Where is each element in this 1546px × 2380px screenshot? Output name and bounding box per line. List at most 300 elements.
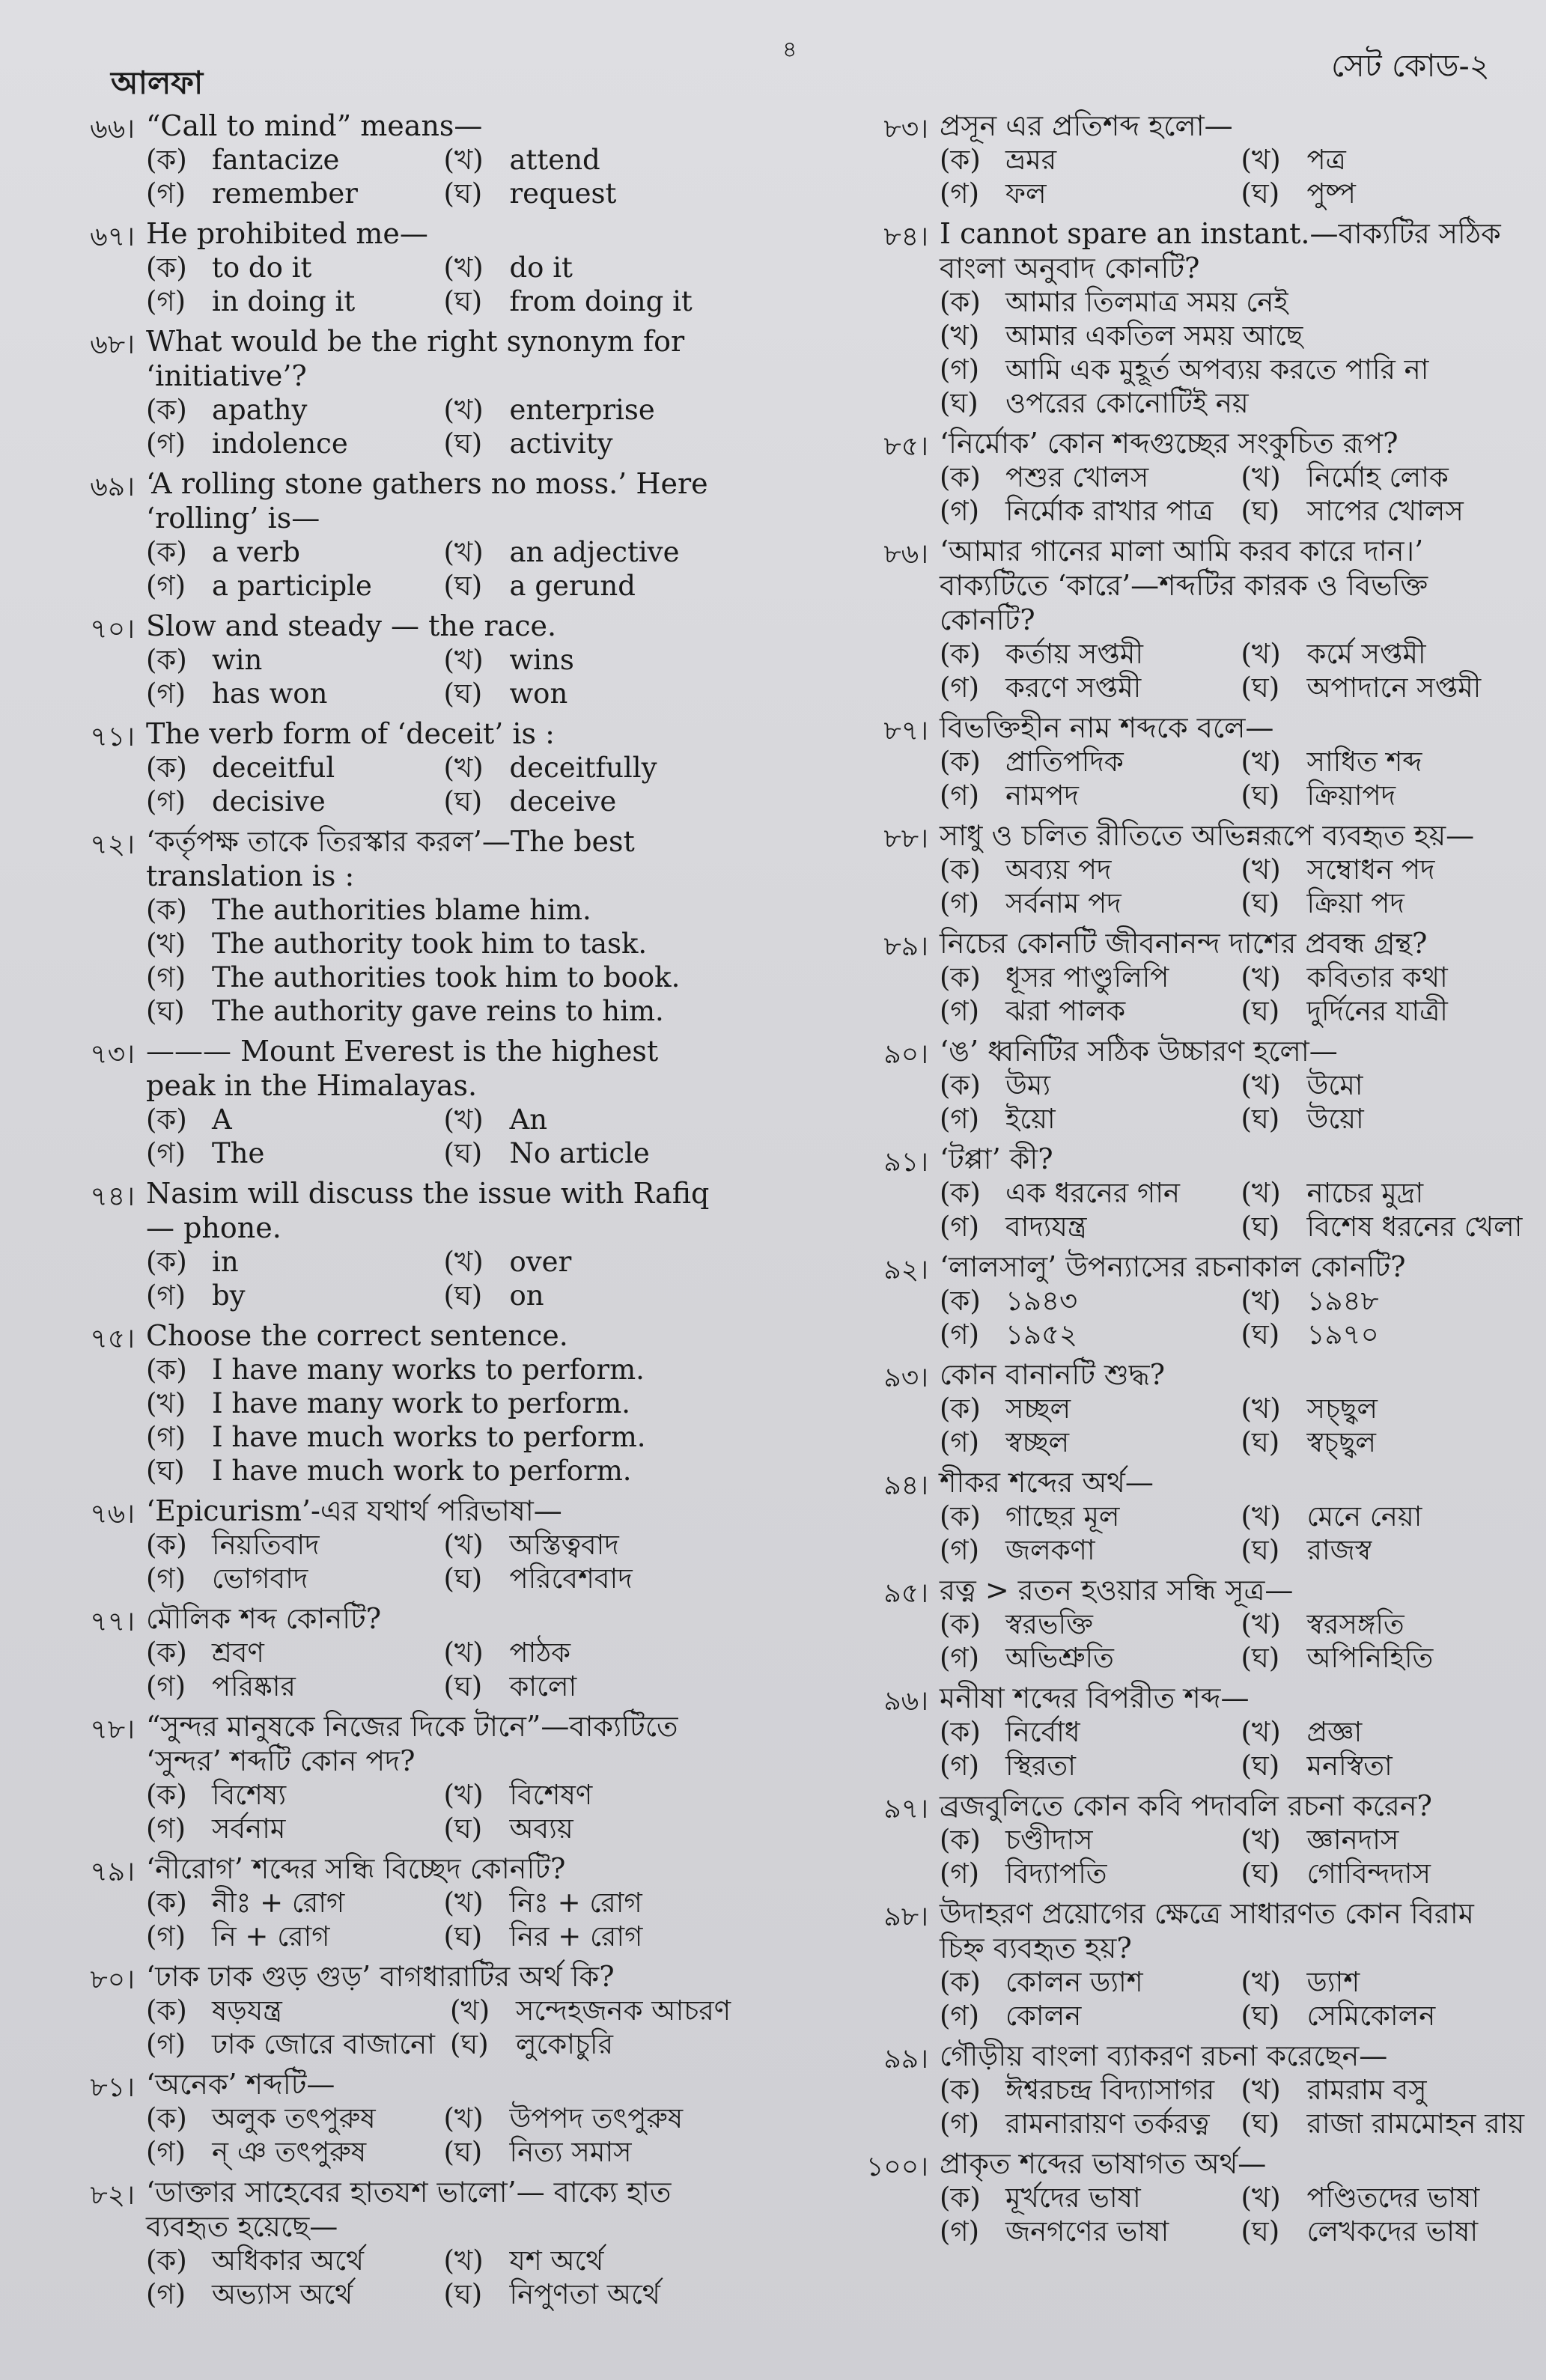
option-marker: (ঘ) [1241,672,1280,704]
question-item [816,818,1527,920]
options-list [940,1392,1527,1459]
option-marker: (গ) [940,1103,980,1135]
option-text: The authority gave reins to him. [212,995,664,1027]
options-list [940,961,1527,1028]
question-item [22,1709,726,1845]
option-marker: (ঘ) [449,2028,489,2060]
option-text: করণে সপ্তমী [1005,672,1142,704]
answer-option [146,177,429,210]
option-marker: (খ) [1241,1500,1281,1533]
answer-option [940,1392,1226,1425]
answer-option [940,779,1226,812]
option-marker: (ঘ) [146,1455,185,1487]
option-text: request [509,177,617,210]
option-marker: (গ) [940,1211,980,1243]
answer-option [146,393,429,427]
option-marker: (ক) [940,961,981,993]
question-number: ৮০। [90,1964,135,1995]
answer-option [1241,177,1528,210]
option-marker: (খ) [1241,1285,1281,1317]
option-marker: (ক) [146,536,187,568]
option-marker: (গ) [940,1318,980,1351]
question-item [816,2146,1527,2248]
question-item [816,426,1527,528]
option-text: The [212,1137,265,1169]
question-number: ৭৫। [90,1324,135,1354]
answer-option [1241,1533,1528,1567]
options-list [940,1965,1527,2033]
answer-option [146,1136,429,1170]
question-text: শীকর শব্দের অর্থ— [940,1466,1154,1499]
answer-option [444,251,727,284]
answer-option [1241,745,1528,779]
option-marker: (খ) [443,644,484,676]
question-item [816,1465,1527,1567]
option-marker: (ঘ) [1241,1103,1280,1135]
question-text: ‘কর্তৃপক্ষ তাকে তিরস্কার করল’—The best translation is : [146,825,635,892]
answer-option [146,1812,429,1845]
answer-option [450,1994,731,2027]
option-text: কোলন ড্যাশ [1005,1966,1143,1998]
option-marker: (ক) [940,1608,981,1640]
question-number: ৮১। [90,2072,135,2103]
option-text: জলকণা [1005,1534,1095,1566]
option-marker: (ক) [146,894,187,926]
question-number: ৭৭। [90,1607,135,1637]
question-text: The verb form of ‘deceit’ is : [146,717,555,750]
options-list [940,637,1527,704]
option-text: ১৯৪৮ [1306,1285,1379,1317]
answer-option [940,1284,1226,1318]
option-text: নিঃ + রোগ [509,1887,642,1919]
option-text: decisive [212,785,326,818]
option-text: আমার একতিল সময় আছে [1005,320,1303,352]
question-text: ——— Mount Everest is the highest peak in the Himalayas. [146,1035,659,1102]
option-text: পরিষ্কার [212,1670,296,1702]
option-text: সচ্ছ্বল [1306,1393,1378,1425]
question-text: He prohibited me— [146,217,428,250]
option-text: আমার তিলমাত্র সময় নেই [1005,286,1288,318]
question-text: প্রসূন এর প্রতিশব্দ হলো— [940,109,1233,142]
answer-option [940,1068,1226,1102]
answer-option [1241,1318,1528,1351]
question-text: সাধু ও চলিত রীতিতে অভিন্নরূপে ব্যবহৃত হয়— [940,819,1475,852]
option-marker: (গ) [146,1421,186,1453]
option-text: ক্রিয়াপদ [1306,779,1396,812]
options-list [146,1636,726,1703]
question-number: ৮২। [90,2180,135,2211]
option-marker: (খ) [443,1104,484,1136]
option-marker: (ক) [940,853,981,886]
options-list [940,1284,1527,1351]
option-marker: (ক) [146,752,187,784]
option-text: enterprise [509,394,655,426]
option-text: চণ্ডীদাস [1005,1824,1093,1856]
option-text: The authorities took him to book. [212,961,681,993]
answer-option [1241,1641,1528,1675]
option-marker: (ঘ) [443,1920,483,1953]
answer-option [146,1279,429,1312]
option-text: নির্মোহ লোক [1306,461,1449,493]
answer-option [444,751,727,785]
options-list [146,1994,731,2061]
question-number: ৯৪। [883,1470,928,1501]
option-text: কালো [509,1670,577,1702]
answer-option [146,1353,726,1387]
question-number: ৭০। [90,614,135,645]
option-text: ঢাক জোরে বাজানো [212,2028,435,2060]
option-marker: (গ) [146,1137,186,1169]
options-list [146,1103,726,1170]
option-text: in [212,1246,239,1278]
option-text: সর্বনাম [212,1813,286,1845]
option-marker: (খ) [1241,1608,1281,1640]
answer-option [146,1528,429,1562]
answer-option [450,2027,731,2061]
option-text: কর্তায় সপ্তমী [1005,638,1143,670]
option-marker: (খ) [940,320,980,352]
option-marker: (খ) [443,1779,484,1811]
option-text: উম্য [1005,1069,1051,1101]
answer-option [940,2107,1226,2140]
option-marker: (ক) [146,394,187,426]
option-text: সম্বোধন পদ [1306,853,1435,886]
option-text: নিত্য সমাস [509,2136,632,2168]
option-marker: (গ) [940,2215,980,2247]
option-marker: (খ) [443,2244,484,2277]
question-number: ৭১। [90,722,135,752]
option-marker: (গ) [146,177,186,210]
option-text: স্বরভক্তি [1005,1608,1093,1640]
options-list [940,1823,1527,1890]
answer-option [940,143,1226,177]
answer-option [1241,671,1528,704]
option-marker: (ক) [940,2182,981,2214]
question-text: ‘নির্মোক’ কোন শব্দগুচ্ছের সংকুচিত রূপ? [940,427,1399,460]
option-text: ষড়যন্ত্র [212,1994,282,2027]
option-text: গাছের মূল [1005,1500,1120,1533]
answer-option [146,2244,429,2277]
option-marker: (খ) [1241,1824,1281,1856]
option-text: উপপদ তৎপুরুষ [509,2102,684,2134]
question-item [816,109,1527,210]
answer-option [1241,2181,1528,2215]
question-text: কোন বানানটি শুদ্ধ? [940,1358,1165,1391]
option-marker: (গ) [146,2278,186,2310]
options-list [146,1245,726,1312]
answer-option [146,2101,429,2135]
question-number: ৬৭। [90,222,135,252]
answer-option [1241,1102,1528,1136]
answer-option [146,1387,726,1420]
question-text: ‘Epicurism’-এর যথার্থ পরিভাষা— [146,1494,562,1527]
option-text: উমো [1306,1069,1363,1101]
answer-option [444,1528,727,1562]
option-marker: (খ) [146,928,186,960]
option-text: পরিবেশবাদ [509,1562,633,1595]
answer-option [146,427,429,460]
answer-option [146,1920,429,1953]
option-marker: (ক) [146,1104,187,1136]
option-text: মূর্খদের ভাষা [1005,2182,1141,2214]
question-number: ৯৫। [883,1578,928,1609]
answer-option [940,2181,1226,2215]
option-marker: (খ) [1241,1069,1281,1101]
question-item [22,2175,726,2311]
option-marker: (ঘ) [1241,1750,1280,1782]
option-marker: (গ) [146,678,186,710]
options-list [146,643,726,710]
options-list [940,1500,1527,1567]
answer-option [146,927,726,961]
question-item [22,716,726,818]
option-text: নির + রোগ [509,1920,643,1953]
answer-option [146,2277,429,2311]
question-number: ৮৪। [883,222,928,252]
question-text: “সুন্দর মানুষকে নিজের দিকে টানে”—বাক্যটিতে ‘সুন্দর’ শব্দটি কোন পদ? [146,1710,678,1777]
option-marker: (ঘ) [940,387,979,419]
options-list [940,143,1527,210]
brand-label: আলফা [111,64,204,101]
option-marker: (খ) [443,1637,484,1669]
options-list [940,1176,1527,1244]
option-text: indolence [212,427,348,460]
option-marker: (খ) [1241,746,1281,778]
question-text: Choose the correct sentence. [146,1319,568,1352]
answer-option [1241,1715,1528,1749]
options-list [940,285,1527,420]
option-marker: (ক) [940,1824,981,1856]
question-number: ৯২। [883,1255,928,1285]
option-marker: (ঘ) [443,1279,483,1312]
option-text: পণ্ডিতদের ভাষা [1306,2182,1480,2214]
option-marker: (খ) [1241,461,1281,493]
option-text: wins [509,644,574,676]
question-number: ৯৭। [883,1794,928,1824]
option-text: remember [212,177,358,210]
question-item [22,1851,726,1953]
option-marker: (গ) [146,570,186,602]
option-marker: (ঘ) [1241,2107,1280,2140]
option-text: সচ্ছল [1005,1393,1071,1425]
option-marker: (ঘ) [1241,1426,1280,1458]
option-text: a verb [212,536,300,568]
option-marker: (গ) [940,495,980,527]
question-text: Slow and steady — the race. [146,609,557,642]
option-text: শ্রবণ [212,1637,264,1669]
option-marker: (ঘ) [1241,495,1280,527]
option-text: জনগণের ভাষা [1005,2215,1169,2247]
answer-option [146,535,429,569]
answer-option [940,1965,1226,1999]
option-marker: (গ) [940,1750,980,1782]
question-text: উদাহরণ প্রয়োগের ক্ষেত্রে সাধারণত কোন বিরাম চিহ্ন ব্যবহৃত হয়? [940,1897,1474,1964]
answer-option [146,1778,429,1812]
option-marker: (গ) [940,672,980,704]
option-text: নির্বোধ [1005,1716,1080,1748]
options-list [146,1528,726,1595]
option-text: পাঠক [509,1637,571,1669]
question-text: বিভক্তিহীন নাম শব্দকে বলে— [940,711,1274,744]
option-marker: (ঘ) [443,1670,483,1702]
option-marker: (ক) [940,1500,981,1533]
option-text: deceive [509,785,617,818]
answer-option [940,1641,1226,1675]
answer-option [146,1636,429,1670]
option-marker: (খ) [443,144,484,176]
option-marker: (ক) [146,1246,187,1278]
option-text: An [509,1104,548,1136]
option-marker: (খ) [1241,1716,1281,1748]
option-marker: (ক) [146,252,187,284]
option-marker: (গ) [146,1670,186,1702]
question-item [816,1142,1527,1244]
question-number: ৬৯। [90,472,135,502]
question-item [816,1357,1527,1459]
question-text: মৌলিক শব্দ কোনটি? [146,1602,382,1635]
option-marker: (গ) [940,2000,980,2032]
option-marker: (ক) [146,2244,187,2277]
answer-option [444,569,727,603]
options-list [146,1778,726,1845]
option-text: নি + রোগ [212,1920,330,1953]
option-marker: (খ) [146,1387,186,1419]
option-marker: (গ) [146,2136,186,2168]
option-text: কর্মে সপ্তমী [1306,638,1426,670]
option-marker: (ক) [146,144,187,176]
option-marker: (ঘ) [443,2278,483,2310]
answer-option [146,1420,726,1454]
option-marker: (ঘ) [443,1562,483,1595]
option-text: আমি এক মুহূর্ত অপব্যয় করতে পারি না [1005,353,1429,386]
question-item [816,216,1527,420]
option-text: প্রাতিপদিক [1005,746,1124,778]
answer-option [146,143,429,177]
answer-option [940,1607,1226,1641]
option-text: স্বরসঙ্গতি [1306,1608,1405,1640]
answer-option [1241,460,1528,494]
option-marker: (ঘ) [443,2136,483,2168]
option-marker: (ক) [940,1393,981,1425]
option-marker: (খ) [1241,144,1281,176]
option-text: মেনে নেয়া [1306,1500,1422,1533]
answer-option [146,961,726,994]
option-text: in doing it [212,285,356,317]
option-marker: (ক) [940,144,981,176]
answer-option [940,1425,1226,1459]
answer-option [146,643,429,677]
answer-option [1241,1500,1528,1533]
answer-option [146,284,429,318]
question-number: ৭২। [90,830,135,860]
answer-option [1241,1210,1528,1244]
option-marker: (খ) [1241,1393,1281,1425]
question-item [816,1573,1527,1675]
option-marker: (ঘ) [443,427,483,460]
option-text: অব্যয় [509,1813,573,1845]
option-text: জ্ঞানদাস [1306,1824,1399,1856]
option-text: স্বচ্ছল [1005,1426,1070,1458]
option-marker: (ঘ) [1241,887,1280,919]
answer-option [1241,1823,1528,1857]
option-marker: (খ) [443,1246,484,1278]
option-text: do it [509,252,573,284]
answer-option [940,1857,1226,1890]
option-text: The authorities blame him. [212,894,591,926]
question-number: ৮৯। [883,931,928,962]
answer-option [1241,2073,1528,2107]
question-number: ৮৫। [883,431,928,462]
question-item [22,609,726,710]
answer-option [940,2215,1226,2248]
option-text: লেখকদের ভাষা [1306,2215,1479,2247]
option-text: বিশেষণ [509,1779,593,1811]
option-text: on [509,1279,544,1312]
question-item [22,1601,726,1703]
answer-option [444,284,727,318]
option-text: deceitfully [509,752,657,784]
question-text: মনীষা শব্দের বিপরীত শব্দ— [940,1681,1250,1714]
question-number: ৯৮। [883,1902,928,1932]
option-text: সর্বনাম পদ [1005,887,1122,919]
option-text: I have many works to perform. [212,1354,645,1386]
answer-option [444,1636,727,1670]
answer-option [940,1176,1226,1210]
question-number: ৯৯। [883,2044,928,2075]
option-text: পশুর খোলস [1005,461,1149,493]
answer-option [940,1823,1226,1857]
option-text: অলুক তৎপুরুষ [212,2102,376,2134]
option-text: স্থিরতা [1005,1750,1076,1782]
question-number: ৮৬। [883,539,928,570]
options-list [940,1068,1527,1136]
answer-option [146,1994,435,2027]
question-text: “Call to mind” means— [146,109,483,142]
question-item [22,1176,726,1312]
answer-option [940,1749,1226,1783]
option-text: ১৯৫২ [1005,1318,1078,1351]
option-marker: (গ) [940,1642,980,1674]
option-text: বাদ্যযন্ত্র [1005,1211,1087,1243]
answer-option [1241,994,1528,1028]
answer-option [444,1812,727,1845]
answer-option [940,494,1226,528]
question-item [22,324,726,460]
question-item [816,1789,1527,1890]
answer-option [1241,1749,1528,1783]
question-number: ৯১। [883,1147,928,1178]
answer-option [940,1102,1226,1136]
option-marker: (গ) [940,1426,980,1458]
option-text: ধূসর পাণ্ডুলিপি [1005,961,1169,993]
option-marker: (ক) [146,1994,187,2027]
option-text: I have much work to perform. [212,1455,632,1487]
option-marker: (গ) [940,177,980,210]
option-text: ড্যাশ [1306,1966,1360,1998]
option-marker: (ক) [940,461,981,493]
option-text: apathy [212,394,308,426]
options-list [146,535,726,603]
question-item [816,534,1527,704]
option-text: সন্দেহজনক আচরণ [515,1994,731,2027]
option-text: ১৯৭০ [1306,1318,1379,1351]
question-item [22,216,726,318]
option-text: রাজা রামমোহন রায় [1306,2107,1525,2140]
answer-option [444,677,727,710]
question-text: ‘আমার গানের মালা আমি করব কারে দান।’ বাক্যটিতে ‘কারে’—শব্দটির কারক ও বিভক্তি কোনটি? [940,535,1428,636]
option-marker: (গ) [940,1534,980,1566]
question-item [22,1494,726,1595]
